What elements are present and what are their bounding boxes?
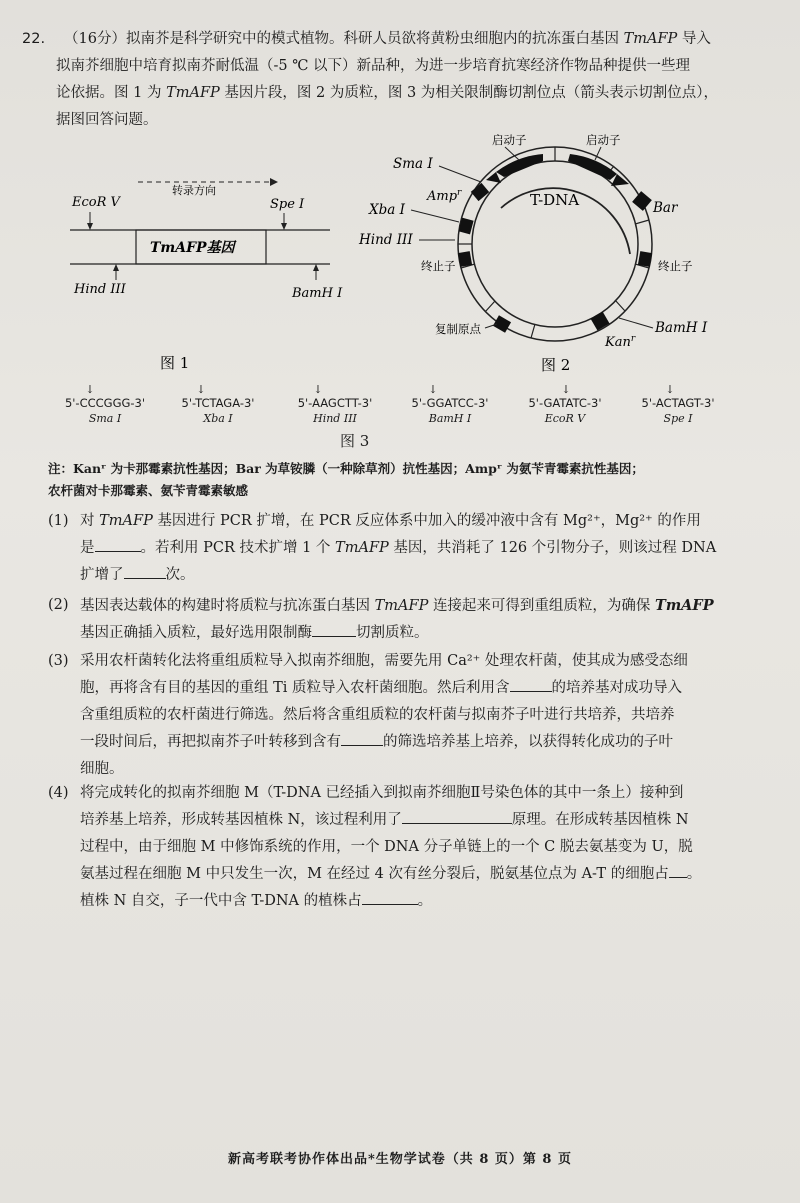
gene-name: TmAFP — [623, 31, 678, 47]
site-ecorv-label: EcoR V — [72, 195, 120, 210]
site-sequence: 5'-AAGCTT-3' — [297, 396, 373, 410]
question-label: (2) — [48, 597, 69, 613]
figure-1 — [60, 168, 350, 378]
question-3 — [48, 648, 778, 783]
question-text: 次。 — [165, 567, 195, 583]
question-2 — [48, 592, 778, 647]
page-footer: 新高考联考协作体出品*生物学试卷（共 8 页）第 8 页 — [228, 1152, 572, 1167]
site-bamh: ↓ 5'-GGATCC-3' BamH I — [395, 384, 505, 425]
kan-block — [590, 311, 609, 330]
answer-blank[interactable] — [669, 863, 687, 878]
intro-text: 据图回答问题。 — [56, 112, 158, 128]
site-sequence: 5'-GATATC-3' — [528, 396, 602, 410]
answer-blank[interactable] — [124, 564, 166, 579]
site-sma: ↓ 5'-CCCGGG-3' Sma I — [50, 384, 160, 425]
site-sequence: 5'-TCTAGA-3' — [181, 396, 255, 410]
question-text: 基因，共消耗了 126 个引物分子，则该过程 DNA — [393, 540, 717, 556]
gene-box-label: TmAFP基因 — [150, 240, 235, 256]
site-hindiii-label: Hind III — [74, 282, 126, 297]
question-text: 基因表达载体的构建时将质粒与抗冻蛋白基因 — [80, 598, 370, 614]
amp-superscript: r — [457, 188, 462, 198]
intro-text: 论依据。图 1 为 — [56, 85, 162, 101]
answer-blank[interactable] — [510, 677, 552, 692]
note-line: 农杆菌对卡那霉素、氨苄青霉素敏感 — [48, 483, 249, 498]
promoter-left-label: 启动子 — [492, 133, 527, 147]
question-text: 是 — [80, 540, 95, 556]
answer-blank[interactable] — [402, 809, 512, 824]
question-text: 细胞。 — [80, 761, 124, 777]
site-sequence: 5'-CCCGGG-3' — [64, 396, 146, 410]
figure-1-caption: 图 1 — [160, 354, 190, 372]
gene-name: TmAFP — [335, 540, 389, 556]
kan-superscript: r — [630, 334, 636, 344]
bar-label: Bar — [653, 200, 678, 216]
question-1 — [48, 508, 778, 589]
promoter-right-label: 启动子 — [586, 133, 621, 147]
question-label: (1) — [48, 513, 69, 529]
gene-name: TmAFP — [166, 85, 220, 101]
question-text: 植株 N 自交，子一代中含 T-DNA 的植株占 — [80, 893, 362, 909]
site-spe: ↓ 5'-ACTAGT-3' Spe I — [623, 384, 733, 425]
intro-text: 拟南芥细胞中培育拟南芥耐低温（-5 ℃ 以下）新品种，为进一步培育抗寒经济作物品种提供一些理 — [56, 58, 691, 74]
site-name: Xba I — [203, 412, 233, 425]
kan-label — [604, 334, 636, 350]
question-text: 胞，再将含有目的基因的重组 Ti 质粒导入农杆菌细胞。然后利用含 — [80, 680, 510, 696]
site-xba: ↓ 5'-TCTAGA-3' Xba I — [163, 384, 273, 425]
site-name: Hind III — [313, 412, 357, 425]
answer-blank[interactable] — [341, 731, 383, 746]
amp-text: Amp — [427, 189, 458, 204]
question-text: 一段时间后，再把拟南芥子叶转移到含有 — [80, 734, 341, 750]
hind-label: Hind III — [359, 232, 413, 248]
question-text: 扩增了 — [80, 567, 124, 583]
figure-note — [48, 458, 768, 502]
site-bamhi-label: BamH I — [292, 286, 343, 301]
terminator-right-label: 终止子 — [658, 259, 693, 273]
amp-label — [426, 188, 462, 204]
gene-name: TmAFP — [655, 597, 714, 614]
gene-name: TmAFP — [374, 598, 429, 614]
question-text: 将完成转化的拟南芥细胞 M（T-DNA 已经插入到拟南芥细胞Ⅱ号染色体的其中一条上）接种到 — [80, 785, 684, 801]
question-text: 培养基上培养，形成转基因植株 N，该过程利用了 — [80, 812, 402, 828]
site-sequence: 5'-GGATCC-3' — [411, 396, 489, 410]
question-text: 。若利用 PCR 技术扩增 1 个 — [140, 540, 331, 556]
site-sequence: 5'-ACTAGT-3' — [641, 396, 715, 410]
question-text: 切割质粒。 — [356, 625, 429, 641]
question-intro — [22, 26, 782, 134]
figure-3-caption: 图 3 — [340, 432, 370, 450]
gene-name: TmAFP — [99, 513, 153, 529]
question-text: 的培养基对成功导入 — [551, 680, 683, 696]
intro-text: 导入 — [681, 31, 711, 47]
terminator-right-block — [638, 251, 652, 267]
answer-blank[interactable] — [312, 622, 356, 637]
question-text: 含重组质粒的农杆菌进行筛选。然后将含重组质粒的农杆菌与拟南芥子叶进行共培养，共培养 — [80, 707, 675, 723]
question-text: 采用农杆菌转化法将重组质粒导入拟南芥细胞，需要先用 Ca²⁺ 处理农杆菌，使其成为感受态细 — [80, 653, 688, 669]
question-number: 22. — [22, 31, 46, 47]
question-4 — [48, 780, 778, 915]
note-line: 注：Kanʳ 为卡那霉素抗性基因；Bar 为草铵膦（一种除草剂）抗性基因；Ampʳ 为氨苄青霉素抗性基因； — [48, 461, 644, 476]
question-text: 过程中，由于细胞 M 中修饰系统的作用，一个 DNA 分子单链上的一个 C 脱去氨基变为 U，脱 — [80, 839, 693, 855]
question-text: 连接起来可得到重组质粒，为确保 — [432, 598, 651, 614]
answer-blank[interactable] — [95, 537, 141, 552]
promoter-right-arrow — [568, 154, 617, 180]
question-text: 基因正确插入质粒，最好选用限制酶 — [80, 625, 312, 641]
answer-blank[interactable] — [362, 890, 418, 905]
xba-label: Xba I — [369, 202, 405, 218]
terminator-left-block — [458, 251, 472, 267]
site-hind: ↓ 5'-AAGCTT-3' Hind III — [280, 384, 390, 425]
site-name: Sma I — [88, 412, 122, 425]
bar-block — [632, 191, 652, 211]
site-spei-label: Spe I — [270, 197, 305, 212]
question-text: 。 — [686, 866, 702, 882]
terminator-left-label: 终止子 — [421, 259, 456, 273]
sma-label: Sma I — [393, 156, 433, 172]
question-text: 对 — [80, 513, 95, 529]
transcription-direction-label: 转录方向 — [172, 184, 216, 197]
origin-label: 复制原点 — [435, 322, 481, 336]
promoter-left-arrow — [496, 154, 543, 177]
site-ecorv: ↓ 5'-GATATC-3' EcoR V — [510, 384, 620, 425]
bamh-label: BamH I — [655, 320, 708, 336]
kan-text: Kan — [605, 335, 631, 350]
question-label: (3) — [48, 653, 69, 669]
question-label: (4) — [48, 785, 69, 801]
question-text: 基因进行 PCR 扩增，在 PCR 反应体系中加入的缓冲液中含有 Mg²⁺，Mg²⁺ 的作用 — [157, 513, 701, 529]
intro-text: 基因片段，图 2 为质粒，图 3 为相关限制酶切割位点（箭头表示切割位点）， — [224, 85, 719, 101]
site-name: EcoR V — [544, 412, 586, 425]
question-text: 氨基过程在细胞 M 中只发生一次，M 在经过 4 次有丝分裂后，脱氨基位点为 A-T 的细胞占 — [80, 866, 669, 882]
site-name: Spe I — [663, 412, 693, 425]
question-text: 原理。在形成转基因植株 N — [511, 812, 689, 828]
site-name: BamH I — [428, 412, 472, 425]
figure-3 — [55, 384, 735, 428]
intro-text: （16分）拟南芥是科学研究中的模式植物。科研人员欲将黄粉虫细胞内的抗冻蛋白基因 — [64, 31, 619, 47]
tdna-label: T-DNA — [530, 191, 580, 209]
figure-2-caption: 图 2 — [541, 356, 571, 374]
question-text: 。 — [417, 893, 433, 909]
figure-2 — [355, 128, 715, 378]
question-text: 的筛选培养基上培养，以获得转化成功的子叶 — [383, 734, 673, 750]
